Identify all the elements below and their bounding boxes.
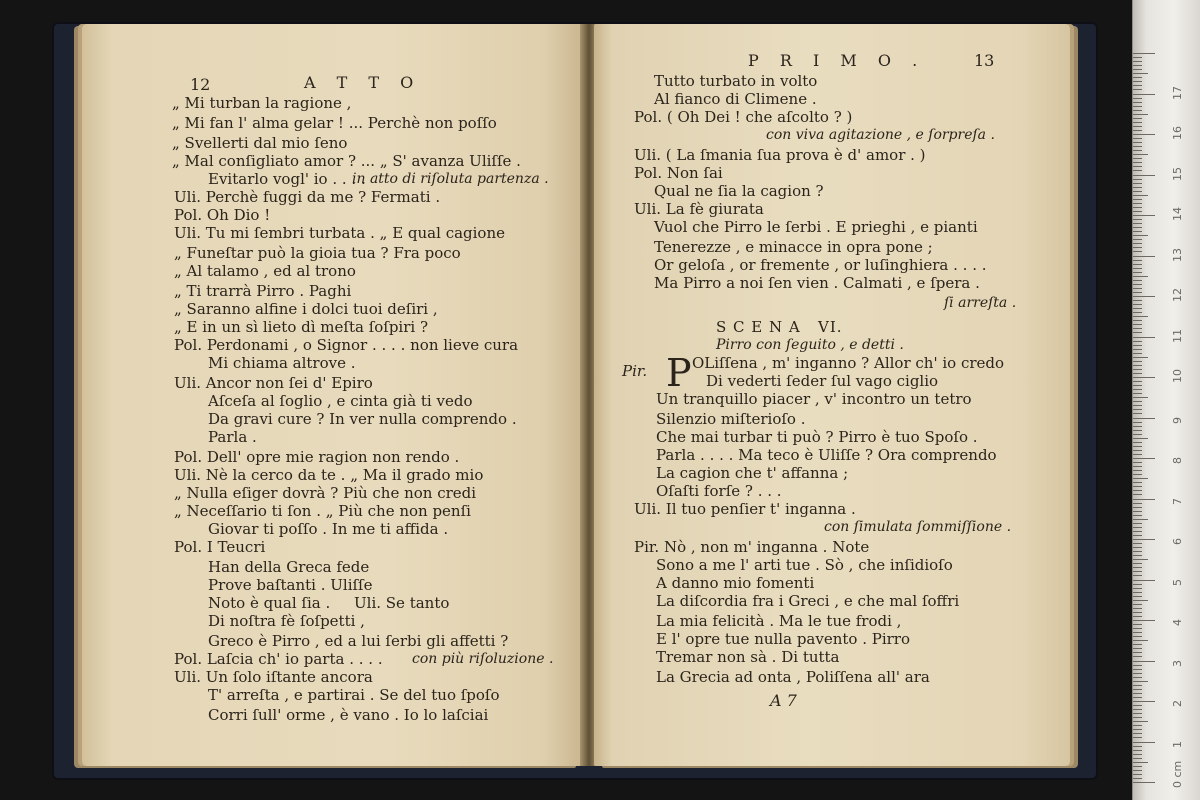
ruler-tick	[1133, 652, 1142, 653]
ruler-number: 1	[1171, 740, 1184, 748]
ruler-tick	[1133, 53, 1155, 54]
ruler-tick	[1133, 531, 1142, 532]
stage-direction: Pirro con ſeguito , e detti .	[716, 337, 904, 353]
ruler-tick	[1133, 150, 1142, 151]
ruler-tick	[1133, 567, 1142, 568]
ruler-tick	[1133, 588, 1142, 589]
ruler-tick	[1133, 138, 1142, 139]
ruler-tick	[1133, 499, 1155, 500]
ruler-tick	[1133, 596, 1142, 597]
ruler-tick	[1133, 681, 1148, 682]
ruler-tick	[1133, 478, 1148, 479]
ruler-tick	[1133, 701, 1155, 702]
text-line: „ Neceſſario ti ſon . „ Più che non penſi	[174, 502, 471, 520]
ruler-tick	[1133, 401, 1142, 402]
ruler-tick	[1133, 405, 1142, 406]
ruler-tick	[1133, 260, 1142, 261]
text-line: Uli. Nè la cerco da te . „ Ma il grado mio	[174, 466, 484, 484]
right-page	[594, 24, 1070, 766]
ruler-tick	[1133, 219, 1142, 220]
ruler-tick	[1133, 272, 1142, 273]
ruler-tick	[1133, 709, 1142, 710]
text-line: Giovar ti poſſo . In me ti affida .	[208, 520, 449, 538]
ruler-tick	[1133, 312, 1142, 313]
ruler-tick	[1133, 357, 1148, 358]
signature-mark: A 7	[770, 691, 797, 710]
ruler-tick	[1133, 337, 1155, 338]
ruler-tick	[1133, 766, 1142, 767]
ruler-tick	[1133, 466, 1142, 467]
ruler-tick	[1133, 215, 1155, 216]
text-line: La Grecia ad onta , Poliſſena all' ara	[656, 668, 930, 686]
ruler-tick	[1133, 365, 1142, 366]
ruler-tick	[1133, 389, 1142, 390]
ruler-tick	[1133, 308, 1142, 309]
ruler-tick	[1133, 746, 1142, 747]
stage-direction: ſi arreſta .	[944, 295, 1017, 311]
ruler-tick	[1133, 750, 1142, 751]
ruler-number: 8	[1171, 457, 1184, 464]
ruler-tick	[1133, 61, 1142, 62]
text-line: Tremar non sà . Di tutta	[656, 648, 840, 666]
ruler-tick	[1133, 134, 1155, 135]
ruler-tick	[1133, 430, 1142, 431]
ruler-tick	[1133, 292, 1142, 293]
ruler-tick	[1133, 409, 1142, 410]
ruler-tick	[1133, 620, 1155, 621]
ruler-tick	[1133, 486, 1142, 487]
ruler-tick	[1133, 616, 1142, 617]
ruler-number: 10	[1171, 369, 1184, 383]
ruler-number: 7	[1171, 497, 1184, 505]
ruler-tick	[1133, 636, 1142, 637]
ruler-tick	[1133, 725, 1142, 726]
ruler-tick	[1133, 65, 1142, 66]
text-line: Uli. Ancor non ſei d' Epiro	[174, 374, 373, 392]
ruler-tick	[1133, 361, 1142, 362]
text-line: Aſceſa al ſoglio , e cinta già ti vedo	[208, 392, 473, 410]
ruler-tick	[1133, 413, 1142, 414]
ruler-tick	[1133, 770, 1142, 771]
ruler-tick	[1133, 422, 1142, 423]
ruler-number: 12	[1171, 288, 1184, 302]
open-book	[74, 24, 1076, 776]
text-line: La cagion che t' affanna ;	[656, 464, 849, 482]
ruler-tick	[1133, 369, 1142, 370]
text-line: Di vederti ſeder ſul vago ciglio	[706, 372, 939, 390]
ruler-tick	[1133, 490, 1142, 491]
text-line: Da gravi cure ? In ver nulla comprendo .	[208, 410, 517, 428]
ruler-tick	[1133, 754, 1142, 755]
ruler-tick	[1133, 276, 1148, 277]
stage-direction: in atto di riſoluta partenza .	[352, 171, 549, 187]
text-line: Tenerezze , e minacce in opra pone ;	[654, 238, 933, 256]
drop-cap: P	[666, 351, 692, 395]
scene-heading: S C E N A VI.	[716, 318, 843, 336]
ruler-tick	[1133, 737, 1142, 738]
ruler-tick	[1133, 316, 1148, 317]
ruler-tick	[1133, 482, 1142, 483]
ruler-tick	[1133, 527, 1142, 528]
ruler-tick	[1133, 661, 1155, 662]
ruler-tick	[1133, 199, 1142, 200]
ruler-tick	[1133, 693, 1142, 694]
ruler-tick	[1133, 130, 1142, 131]
text-line: Corri ſull' orme , è vano . Io lo laſciai	[208, 706, 489, 724]
text-line: Oſaſti forſe ? . . .	[656, 482, 782, 500]
text-line: „ Saranno alfine i dolci tuoi deſiri ,	[174, 300, 438, 318]
ruler-tick	[1133, 580, 1155, 581]
ruler-tick	[1133, 426, 1142, 427]
text-line: Pir. Nò , non m' inganna . Note	[634, 538, 870, 556]
ruler-tick	[1133, 114, 1148, 115]
ruler-tick	[1133, 592, 1142, 593]
text-line: Parla .	[208, 428, 257, 446]
stage-direction: con ſimulata ſommiſſione .	[824, 519, 1012, 535]
ruler-tick	[1133, 535, 1142, 536]
text-line: Parla . . . . Ma teco è Uliſſe ? Ora comprendo	[656, 446, 997, 464]
ruler-tick	[1133, 110, 1142, 111]
ruler-tick	[1133, 57, 1142, 58]
ruler-tick	[1133, 207, 1142, 208]
text-line: „ Al talamo , ed al trono	[174, 262, 356, 280]
ruler-tick	[1133, 656, 1142, 657]
ruler-tick	[1133, 69, 1142, 70]
ruler-tick	[1133, 470, 1142, 471]
text-line: Ma Pirro a noi ſen vien . Calmati , e ſpera .	[654, 274, 980, 292]
ruler-tick	[1133, 183, 1142, 184]
ruler-tick	[1133, 211, 1142, 212]
running-head: P R I M O .	[748, 51, 926, 70]
text-line: Evitarlo vogl' io . . . .	[208, 170, 366, 188]
ruler-tick	[1133, 175, 1155, 176]
ruler-tick	[1133, 73, 1148, 74]
text-line: Sono a me l' arti tue . Sò , che inſidioſo	[656, 556, 953, 574]
ruler-number: 3	[1171, 659, 1184, 667]
text-line: Pol. ( Oh Dei ! che aſcolto ? )	[634, 108, 853, 126]
running-head: A T T O	[304, 73, 422, 92]
ruler-number: 16	[1171, 126, 1184, 140]
ruler-tick	[1133, 373, 1142, 374]
text-line: Or geloſa , or fremente , or luſinghiera . . . .	[654, 256, 987, 274]
text-line: „ Nulla eſiger dovrà ? Più che non credi	[174, 484, 477, 502]
ruler-number: 17	[1171, 85, 1184, 100]
text-line: E l' opre tue nulla pavento . Pirro	[656, 630, 910, 648]
ruler-tick	[1133, 571, 1142, 572]
ruler-tick	[1133, 353, 1142, 354]
ruler-tick	[1133, 256, 1155, 257]
ruler-number: 14	[1171, 207, 1184, 221]
ruler-tick	[1133, 94, 1155, 95]
ruler-tick	[1133, 628, 1142, 629]
ruler-tick	[1133, 332, 1142, 333]
text-line: Un tranquillo piacer , v' incontro un tetro	[656, 390, 972, 408]
ruler-tick	[1133, 729, 1142, 730]
ruler-tick	[1133, 187, 1142, 188]
ruler-tick	[1133, 705, 1142, 706]
ruler-tick	[1133, 341, 1142, 342]
ruler-tick	[1133, 503, 1142, 504]
ruler-tick	[1133, 243, 1142, 244]
ruler-number: 5	[1171, 578, 1184, 586]
ruler-tick	[1133, 377, 1155, 378]
ruler-number: 6	[1171, 538, 1184, 545]
ruler-tick	[1133, 418, 1155, 419]
ruler-tick	[1133, 742, 1155, 743]
ruler-number: 11	[1171, 328, 1184, 343]
ruler-tick	[1133, 632, 1142, 633]
ruler-tick	[1133, 324, 1142, 325]
text-line: Pol. Non ſai	[634, 164, 723, 182]
text-line: Pol. Laſcia ch' io parta . . . .	[174, 650, 383, 668]
ruler-tick	[1133, 247, 1142, 248]
ruler-tick	[1133, 142, 1142, 143]
ruler-tick	[1133, 106, 1142, 107]
text-line: Che mai turbar ti può ? Pirro è tuo Spoſo .	[656, 428, 978, 446]
ruler-tick	[1133, 81, 1142, 82]
text-line: Tutto turbato in volto	[654, 72, 818, 90]
ruler-tick	[1133, 434, 1142, 435]
ruler-tick	[1133, 774, 1142, 775]
text-line: Silenzio miſterioſo .	[656, 410, 806, 428]
ruler-tick	[1133, 300, 1142, 301]
stage-direction: con più riſoluzione .	[412, 651, 554, 667]
ruler-tick	[1133, 782, 1155, 783]
text-line: Uli. Il tuo penſier t' inganna .	[634, 500, 856, 518]
text-line: Pol. Perdonami , o Signor . . . . non lieve cura	[174, 336, 519, 354]
ruler-tick	[1133, 543, 1142, 544]
text-line: Uli. Se tanto	[354, 594, 450, 612]
ruler-tick	[1133, 393, 1142, 394]
ruler-tick	[1133, 102, 1142, 103]
ruler-number: 4	[1171, 619, 1184, 626]
ruler-tick	[1133, 762, 1148, 763]
text-line: „ Mi fan l' alma gelar ! ... Perchè non poſſo	[172, 114, 497, 132]
ruler-tick	[1133, 559, 1148, 560]
page-number: 12	[190, 75, 211, 94]
ruler-tick	[1133, 203, 1142, 204]
speaker-label: Pir.	[622, 362, 648, 380]
ruler-tick	[1133, 77, 1142, 78]
page-number: 13	[974, 51, 995, 70]
ruler-tick	[1133, 288, 1142, 289]
text-line: OLiſſena , m' inganno ? Allor ch' io credo	[692, 354, 1005, 372]
ruler-tick	[1133, 349, 1142, 350]
ruler-tick	[1133, 154, 1148, 155]
ruler-tick	[1133, 280, 1142, 281]
text-line: Prove baſtanti . Uliſſe	[208, 576, 373, 594]
text-line: Pol. Oh Dio !	[174, 206, 271, 224]
ruler-tick	[1133, 733, 1142, 734]
ruler-tick	[1133, 231, 1142, 232]
ruler-tick	[1133, 677, 1142, 678]
ruler-tick	[1133, 604, 1142, 605]
text-line: La diſcordia fra i Greci , e che mal ſoffri	[656, 592, 960, 610]
ruler-tick	[1133, 494, 1142, 495]
ruler-tick	[1133, 438, 1148, 439]
ruler-tick	[1133, 689, 1142, 690]
ruler-tick	[1133, 179, 1142, 180]
ruler-tick	[1133, 385, 1142, 386]
ruler-tick	[1133, 713, 1142, 714]
text-line: Pol. I Teucri	[174, 538, 266, 556]
text-line: Uli. Un ſolo iſtante ancora	[174, 668, 373, 686]
ruler-tick	[1133, 644, 1142, 645]
ruler-tick	[1133, 673, 1142, 674]
ruler-tick	[1133, 612, 1142, 613]
ruler-tick	[1133, 442, 1142, 443]
ruler-tick	[1133, 669, 1142, 670]
ruler-tick	[1133, 304, 1142, 305]
ruler-tick	[1133, 446, 1142, 447]
ruler-tick	[1133, 511, 1142, 512]
ruler-tick	[1133, 624, 1142, 625]
ruler-tick	[1133, 251, 1142, 252]
ruler-tick	[1133, 717, 1142, 718]
text-line: La mia felicità . Ma le tue frodi ,	[656, 612, 902, 630]
text-line: Al fianco di Climene .	[654, 90, 817, 108]
ruler-tick	[1133, 146, 1142, 147]
text-line: A danno mio fomenti	[656, 574, 815, 592]
text-line: „ Ti trarrà Pirro . Paghi	[174, 282, 352, 300]
ruler-tick	[1133, 328, 1142, 329]
text-line: T' arreſta , e partirai . Se del tuo ſpoſo	[208, 686, 500, 704]
text-line: Uli. ( La ſmania ſua prova è d' amor . )	[634, 146, 926, 164]
ruler-tick	[1133, 235, 1148, 236]
ruler-tick	[1133, 223, 1142, 224]
ruler-tick	[1133, 519, 1148, 520]
ruler-tick	[1133, 640, 1148, 641]
ruler-tick	[1133, 126, 1142, 127]
ruler-tick	[1133, 563, 1142, 564]
ruler-tick	[1133, 697, 1142, 698]
ruler-tick	[1133, 778, 1142, 779]
ruler-tick	[1133, 648, 1142, 649]
text-line: Uli. Tu mi ſembri turbata . „ E qual cagione	[174, 224, 506, 242]
ruler-tick	[1133, 170, 1142, 171]
ruler-tick	[1133, 122, 1142, 123]
ruler-tick	[1133, 381, 1142, 382]
ruler-number: 2	[1171, 700, 1184, 707]
text-line: „ Svellerti dal mio ſeno	[172, 134, 348, 152]
ruler-tick	[1133, 191, 1142, 192]
ruler-tick	[1133, 397, 1148, 398]
ruler-tick	[1133, 454, 1142, 455]
text-line: „ E in un sì lieto dì meſta ſoſpiri ?	[174, 318, 429, 336]
ruler-tick	[1133, 284, 1142, 285]
text-line: „ Mi turban la ragione ,	[172, 94, 352, 112]
ruler-tick	[1133, 227, 1142, 228]
ruler-tick	[1133, 600, 1148, 601]
ruler-tick	[1133, 98, 1142, 99]
ruler-number: 9	[1171, 416, 1184, 424]
ruler-tick	[1133, 264, 1142, 265]
ruler-tick	[1133, 450, 1142, 451]
left-page	[82, 24, 584, 766]
text-line: Vuol che Pirro le ſerbi . E prieghi , e pianti	[654, 218, 978, 236]
ruler-number: 13	[1171, 247, 1184, 262]
ruler-tick	[1133, 162, 1142, 163]
ruler-tick	[1133, 296, 1155, 297]
ruler-tick	[1133, 239, 1142, 240]
ruler-tick	[1133, 551, 1142, 552]
ruler-tick	[1133, 158, 1142, 159]
stage-direction: con viva agitazione , e ſorpreſa .	[766, 127, 995, 143]
ruler-tick	[1133, 195, 1148, 196]
text-line: „ Funeſtar può la gioia tua ? Fra poco	[174, 244, 461, 262]
ruler-tick	[1133, 462, 1142, 463]
text-line: Qual ne ſia la cagion ?	[654, 182, 824, 200]
ruler-tick	[1133, 118, 1142, 119]
ruler-tick	[1133, 320, 1142, 321]
text-line: Uli. Perchè fuggi da me ? Fermati .	[174, 188, 441, 206]
ruler-tick	[1133, 721, 1148, 722]
text-line: „ Mal conſigliato amor ? ... „ S' avanza Uliſſe .	[172, 152, 521, 170]
ruler-tick	[1133, 539, 1155, 540]
ruler-tick	[1133, 458, 1155, 459]
text-line: Mi chiama altrove .	[208, 354, 356, 372]
ruler-tick	[1133, 507, 1142, 508]
text-line: Pol. Dell' opre mie ragion non rendo .	[174, 448, 460, 466]
text-line: Di noſtra fè ſoſpetti ,	[208, 612, 365, 630]
ruler-tick	[1133, 85, 1142, 86]
ruler-tick	[1133, 758, 1142, 759]
text-line: Noto è qual ſia .	[208, 594, 331, 612]
ruler-tick	[1133, 89, 1142, 90]
ruler-number: 15	[1171, 166, 1184, 181]
text-line: Uli. La fè giurata	[634, 200, 764, 218]
text-line: Greco è Pirro , ed a lui ſerbi gli affetti ?	[208, 632, 509, 650]
ruler-tick	[1133, 665, 1142, 666]
ruler-number: 0 cm	[1171, 760, 1184, 788]
ruler-tick	[1133, 685, 1142, 686]
ruler-tick	[1133, 474, 1142, 475]
ruler-tick	[1133, 523, 1142, 524]
ruler-tick	[1133, 547, 1142, 548]
ruler-tick	[1133, 555, 1142, 556]
ruler-tick	[1133, 608, 1142, 609]
ruler-tick	[1133, 345, 1142, 346]
ruler-tick	[1133, 268, 1142, 269]
text-line: Han della Greca fede	[208, 558, 370, 576]
ruler-tick	[1133, 515, 1142, 516]
ruler-tick	[1133, 584, 1142, 585]
measuring-ruler	[1132, 0, 1200, 800]
ruler-tick	[1133, 575, 1142, 576]
ruler-tick	[1133, 166, 1142, 167]
